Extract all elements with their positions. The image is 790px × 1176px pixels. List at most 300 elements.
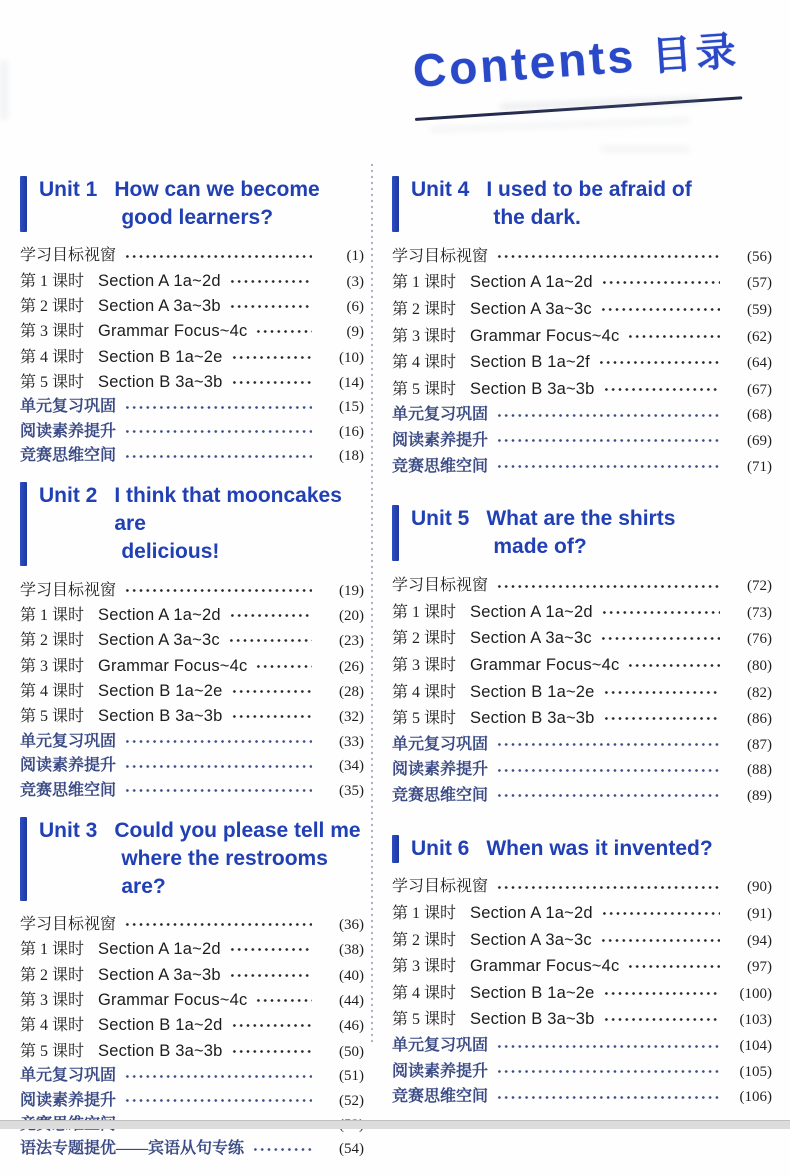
dot-leader (124, 429, 312, 434)
entry-title: Section B 1a~2e (470, 983, 595, 1002)
entry-page: (26) (339, 658, 364, 675)
entry-page: (91) (747, 906, 772, 923)
dot-leader (231, 714, 312, 719)
entry-title: Section B 3a~3b (98, 1041, 223, 1060)
entry-page: (18) (339, 448, 364, 465)
entry-label: 学习目标视窗 (20, 581, 117, 599)
entry-label: 第 2 课时 (392, 931, 457, 949)
entry-label: 单元复习巩固 (392, 735, 489, 753)
entry-page: (1) (346, 248, 364, 265)
dot-leader (601, 911, 720, 916)
unit-header (392, 505, 772, 561)
unit-title (114, 817, 364, 901)
entry-page: (19) (339, 582, 364, 599)
entry-page: (35) (339, 782, 364, 799)
unit-accent-bar (20, 176, 27, 232)
contents-title-chinese: 目录 (650, 29, 742, 80)
entry-label: 第 5 课时 (392, 380, 457, 398)
unit-title-line: I think that mooncakes are (114, 484, 342, 536)
toc-entry (392, 454, 772, 480)
toc-entry (392, 403, 772, 429)
toc-entry (392, 599, 772, 626)
entry-label: 第 2 课时 (392, 630, 457, 648)
entry-title: Section B 3a~3b (470, 379, 595, 398)
dot-leader (255, 664, 312, 669)
entry-page: (106) (739, 1089, 772, 1106)
unit-accent-bar (20, 817, 27, 901)
unit-title-line: What are the shirts (486, 507, 676, 531)
entry-label: 学习目标视窗 (392, 577, 489, 595)
dot-leader (603, 690, 720, 695)
toc-entry (392, 705, 772, 732)
entry-title: Section B 3a~3b (470, 709, 595, 728)
entry-title: Grammar Focus~4c (98, 656, 248, 675)
entry-title: Section A 3a~3c (470, 299, 592, 318)
dot-leader (231, 1023, 312, 1028)
dot-leader (229, 947, 312, 952)
entry-label: 第 3 课时 (392, 327, 457, 345)
toc-entry (20, 1013, 364, 1038)
entry-label: 第 1 课时 (392, 905, 457, 923)
entry-page: (46) (339, 1018, 364, 1035)
unit-title (486, 835, 712, 863)
entry-label: 单元复习巩固 (392, 406, 489, 424)
entry-page: (62) (747, 328, 772, 345)
entry-page: (32) (339, 709, 364, 726)
entry-title: Section B 3a~3b (98, 707, 223, 726)
toc-entry (392, 953, 772, 980)
entry-page: (20) (339, 607, 364, 624)
dot-leader (124, 405, 312, 410)
dot-leader (627, 964, 720, 969)
unit-accent-bar (20, 482, 27, 566)
entry-label: 阅读素养提升 (392, 761, 489, 779)
dot-leader (124, 764, 312, 769)
toc-entry (20, 1137, 364, 1161)
dot-leader (603, 1017, 720, 1022)
entry-page: (105) (739, 1063, 772, 1080)
entry-label: 单元复习巩固 (20, 398, 117, 416)
toc-entry (392, 1033, 772, 1059)
dot-leader (231, 380, 312, 385)
entry-title: Section A 3a~3c (470, 629, 592, 648)
entry-label: 第 5 课时 (392, 1011, 457, 1029)
unit-label: Unit 4 (411, 178, 470, 201)
entry-page: (88) (747, 762, 772, 779)
unit-section (392, 835, 772, 1110)
toc-entry (20, 603, 364, 628)
unit-header (392, 176, 772, 232)
toc-entry (392, 1059, 772, 1085)
entry-title: Section A 1a~2d (98, 940, 221, 959)
dot-leader (627, 663, 720, 668)
toc-entry (20, 319, 364, 344)
dot-leader (601, 280, 720, 285)
entry-label: 语法专题提优——宾语从句专练 (20, 1140, 245, 1158)
entry-label: 学习目标视窗 (392, 247, 489, 265)
toc-entry (20, 268, 364, 293)
entry-label: 竞赛思维空间 (392, 786, 489, 804)
toc-entry (392, 732, 772, 758)
entry-page: (56) (747, 248, 772, 265)
entry-label: 单元复习巩固 (20, 732, 117, 750)
entry-page: (36) (339, 916, 364, 933)
toc-entry (392, 652, 772, 679)
dot-leader (600, 636, 720, 641)
dot-leader (496, 413, 720, 418)
unit-accent-bar (392, 176, 399, 232)
entry-label: 第 1 课时 (392, 274, 457, 292)
dot-leader (255, 998, 312, 1003)
entry-label: 学习目标视窗 (392, 878, 489, 896)
entry-label: 第 1 课时 (392, 603, 457, 621)
toc-entry (392, 980, 772, 1007)
entry-label: 单元复习巩固 (392, 1037, 489, 1055)
unit-header (392, 835, 772, 863)
toc-entry (392, 1084, 772, 1110)
entry-label: 学习目标视窗 (20, 247, 117, 265)
unit-title-line: made of? (493, 535, 587, 559)
entry-title: Section B 1a~2e (470, 682, 595, 701)
unit-accent-bar (392, 505, 399, 561)
dot-leader (124, 588, 312, 593)
toc-entry (20, 1064, 364, 1088)
entry-list (392, 573, 772, 808)
toc-entry (20, 1088, 364, 1112)
toc-entry (20, 679, 364, 704)
unit-title-line: where the restrooms are? (121, 846, 328, 898)
entry-title: Section B 1a~2e (98, 682, 223, 701)
contents-title-english: Contents (411, 29, 638, 97)
entry-page: (71) (747, 458, 772, 475)
dot-leader (124, 1074, 312, 1079)
toc-entry (392, 927, 772, 954)
unit-section (20, 482, 364, 802)
entry-page: (51) (339, 1068, 364, 1085)
entry-label: 第 5 课时 (20, 1042, 85, 1060)
toc-entry (20, 345, 364, 370)
entry-label: 第 4 课时 (392, 984, 457, 1002)
toc-entry (392, 900, 772, 927)
toc-entry (392, 296, 772, 323)
dot-leader (252, 1147, 312, 1152)
toc-entry (20, 444, 364, 468)
dot-leader (603, 991, 720, 996)
toc-entry (20, 578, 364, 602)
unit-title-line: How can we become (114, 178, 320, 201)
toc-entry (20, 395, 364, 419)
dot-leader (496, 1044, 720, 1049)
entry-label: 第 4 课时 (392, 683, 457, 701)
toc-entry (392, 376, 772, 403)
entry-title: Section B 1a~2d (98, 1016, 223, 1035)
dot-leader (627, 334, 720, 339)
dot-leader (124, 454, 312, 459)
dot-leader (124, 922, 312, 927)
dot-leader (496, 584, 720, 589)
entry-label: 阅读素养提升 (392, 431, 489, 449)
entry-title: Section A 1a~2d (470, 904, 593, 923)
dot-leader (124, 1098, 312, 1103)
entry-label: 第 4 课时 (392, 354, 457, 372)
dot-leader (600, 307, 720, 312)
toc-entry (20, 730, 364, 754)
entry-label: 第 1 课时 (20, 941, 85, 959)
entry-title: Section A 1a~2d (470, 273, 593, 292)
entry-label: 竞赛思维空间 (392, 1088, 489, 1106)
toc-entry (20, 913, 364, 937)
show-through-artifact (430, 117, 690, 132)
entry-page: (72) (747, 578, 772, 595)
left-column (20, 176, 364, 1176)
toc-entry (20, 420, 364, 444)
dot-leader (601, 610, 720, 615)
entry-title: Section A 1a~2d (98, 271, 221, 290)
entry-label: 第 4 课时 (20, 683, 85, 701)
page-bottom-edge (0, 1120, 790, 1129)
unit-section (20, 817, 364, 1162)
dot-leader (228, 638, 312, 643)
entry-label: 第 4 课时 (20, 1017, 85, 1035)
entry-page: (50) (339, 1043, 364, 1060)
entry-page: (76) (747, 631, 772, 648)
entry-title: Section B 3a~3b (98, 373, 223, 392)
entry-title: Section A 1a~2d (98, 605, 221, 624)
entry-page: (54) (339, 1141, 364, 1158)
unit-label: Unit 5 (411, 507, 470, 531)
entry-page: (100) (739, 985, 772, 1002)
entry-label: 第 1 课时 (20, 606, 85, 624)
unit-title (114, 482, 364, 566)
entry-page: (38) (339, 942, 364, 959)
entry-page: (87) (747, 736, 772, 753)
toc-entry (392, 783, 772, 809)
entry-page: (10) (339, 349, 364, 366)
dot-leader (124, 254, 312, 259)
toc-entry (392, 349, 772, 376)
toc-entry (20, 294, 364, 319)
entry-label: 阅读素养提升 (20, 757, 117, 775)
dot-leader (603, 387, 720, 392)
entry-page: (73) (747, 604, 772, 621)
entry-page: (52) (339, 1092, 364, 1109)
entry-list (20, 578, 364, 802)
entry-title: Section B 1a~2e (98, 347, 223, 366)
contents-title (411, 19, 742, 99)
column-divider (371, 162, 373, 1044)
dot-leader (496, 793, 720, 798)
entry-label: 第 2 课时 (392, 300, 457, 318)
toc-entry (392, 758, 772, 784)
dot-leader (496, 254, 720, 259)
dot-leader (124, 739, 312, 744)
entry-title: Grammar Focus~4c (98, 991, 248, 1010)
entry-label: 第 5 课时 (20, 708, 85, 726)
entry-page: (33) (339, 733, 364, 750)
entry-page: (104) (739, 1038, 772, 1055)
entry-page: (94) (747, 932, 772, 949)
entry-title: Grammar Focus~4c (470, 326, 620, 345)
entry-list (20, 244, 364, 468)
entry-label: 阅读素养提升 (392, 1062, 489, 1080)
dot-leader (124, 788, 312, 793)
entry-page: (90) (747, 879, 772, 896)
entry-page: (23) (339, 633, 364, 650)
entry-title: Section A 3a~3c (470, 930, 592, 949)
dot-leader (229, 279, 312, 284)
unit-header (20, 817, 364, 901)
unit-title-line: good learners? (121, 206, 274, 229)
toc-entry (20, 1039, 364, 1064)
dot-leader (600, 938, 720, 943)
entry-page: (6) (346, 298, 364, 315)
entry-label: 第 3 课时 (20, 323, 85, 341)
entry-page: (44) (339, 993, 364, 1010)
entry-list (392, 244, 772, 479)
unit-header (20, 176, 364, 232)
dot-leader (229, 973, 312, 978)
entry-page: (80) (747, 657, 772, 674)
entry-label: 阅读素养提升 (20, 1091, 117, 1109)
toc-entry (392, 428, 772, 454)
entry-page: (34) (339, 758, 364, 775)
dot-leader (496, 1095, 720, 1100)
unit-label: Unit 2 (39, 484, 98, 508)
unit-label: Unit 1 (39, 178, 98, 201)
entry-label: 第 3 课时 (392, 958, 457, 976)
dot-leader (496, 464, 720, 469)
unit-title-line: Could you please tell me (114, 818, 361, 842)
unit-section (20, 176, 364, 468)
entry-label: 竞赛思维空间 (20, 447, 117, 465)
entry-title: Section B 3a~3b (470, 1010, 595, 1029)
dot-leader (598, 360, 720, 365)
dot-leader (229, 304, 312, 309)
entry-label: 单元复习巩固 (20, 1067, 117, 1085)
toc-entry (392, 875, 772, 901)
dot-leader (231, 355, 312, 360)
entry-label: 第 3 课时 (20, 992, 85, 1010)
entry-page: (69) (747, 432, 772, 449)
toc-entry (392, 1007, 772, 1034)
entry-label: 第 1 课时 (20, 272, 85, 290)
dot-leader (231, 1049, 312, 1054)
show-through-artifact (600, 146, 690, 152)
entry-label: 第 3 课时 (20, 657, 85, 675)
unit-header (20, 482, 364, 566)
entry-title: Grammar Focus~4c (98, 322, 248, 341)
entry-label: 第 2 课时 (20, 966, 85, 984)
toc-entry (20, 704, 364, 729)
dot-leader (496, 742, 720, 747)
toc-entry (20, 654, 364, 679)
entry-title: Section A 3a~3b (98, 965, 221, 984)
toc-entry (20, 963, 364, 988)
entry-page: (82) (747, 684, 772, 701)
unit-section (392, 505, 772, 808)
entry-title: Grammar Focus~4c (470, 655, 620, 674)
dot-leader (603, 716, 720, 721)
toc-entry (20, 370, 364, 395)
unit-title (114, 176, 319, 232)
entry-title: Section A 1a~2d (470, 602, 593, 621)
entry-page: (14) (339, 375, 364, 392)
entry-label: 第 5 课时 (392, 710, 457, 728)
unit-label: Unit 6 (411, 836, 470, 860)
entry-list (392, 875, 772, 1110)
entry-label: 竞赛思维空间 (392, 457, 489, 475)
entry-title: Section A 3a~3c (98, 631, 220, 650)
entry-page: (68) (747, 407, 772, 424)
toc-entry (20, 778, 364, 802)
dot-leader (255, 329, 312, 334)
entry-page: (67) (747, 381, 772, 398)
entry-page: (15) (339, 399, 364, 416)
entry-page: (86) (747, 711, 772, 728)
toc-entry (20, 628, 364, 653)
entry-label: 第 2 课时 (20, 632, 85, 650)
entry-title: Grammar Focus~4c (470, 957, 620, 976)
entry-page: (57) (747, 275, 772, 292)
toc-entry (20, 937, 364, 962)
entry-label: 竞赛思维空间 (20, 781, 117, 799)
entry-page: (28) (339, 684, 364, 701)
toc-entry (20, 754, 364, 778)
dot-leader (496, 438, 720, 443)
dot-leader (231, 689, 312, 694)
unit-label: Unit 3 (39, 818, 98, 842)
dot-leader (496, 1069, 720, 1074)
unit-title-line: the dark. (493, 206, 581, 229)
entry-title: Section A 3a~3b (98, 296, 221, 315)
entry-page: (9) (346, 324, 364, 341)
toc-entry (392, 573, 772, 599)
entry-page: (89) (747, 787, 772, 804)
unit-accent-bar (392, 835, 399, 863)
entry-label: 阅读素养提升 (20, 422, 117, 440)
unit-title-line: When was it invented? (486, 836, 713, 860)
unit-section (392, 176, 772, 479)
toc-entry (392, 270, 772, 297)
entry-label: 学习目标视窗 (20, 915, 117, 933)
entry-page: (3) (346, 273, 364, 290)
unit-title-line: I used to be afraid of (486, 178, 692, 201)
dot-leader (496, 885, 720, 890)
entry-label: 第 4 课时 (20, 348, 85, 366)
entry-page: (59) (747, 301, 772, 318)
unit-title (486, 176, 691, 232)
entry-label: 第 2 课时 (20, 297, 85, 315)
toc-entry (392, 679, 772, 706)
toc-entry (392, 244, 772, 270)
entry-page: (64) (747, 355, 772, 372)
entry-label: 第 5 课时 (20, 374, 85, 392)
unit-title-line: delicious! (121, 540, 220, 564)
entry-title: Section B 1a~2f (470, 353, 590, 372)
toc-entry (392, 323, 772, 350)
entry-page: (97) (747, 959, 772, 976)
entry-label: 第 3 课时 (392, 656, 457, 674)
show-through-artifact (0, 60, 8, 120)
toc-entry (392, 626, 772, 653)
toc-entry (20, 244, 364, 268)
entry-page: (16) (339, 423, 364, 440)
right-column (392, 176, 772, 1136)
toc-entry (20, 988, 364, 1013)
entry-page: (103) (739, 1012, 772, 1029)
entry-page: (40) (339, 967, 364, 984)
dot-leader (496, 768, 720, 773)
